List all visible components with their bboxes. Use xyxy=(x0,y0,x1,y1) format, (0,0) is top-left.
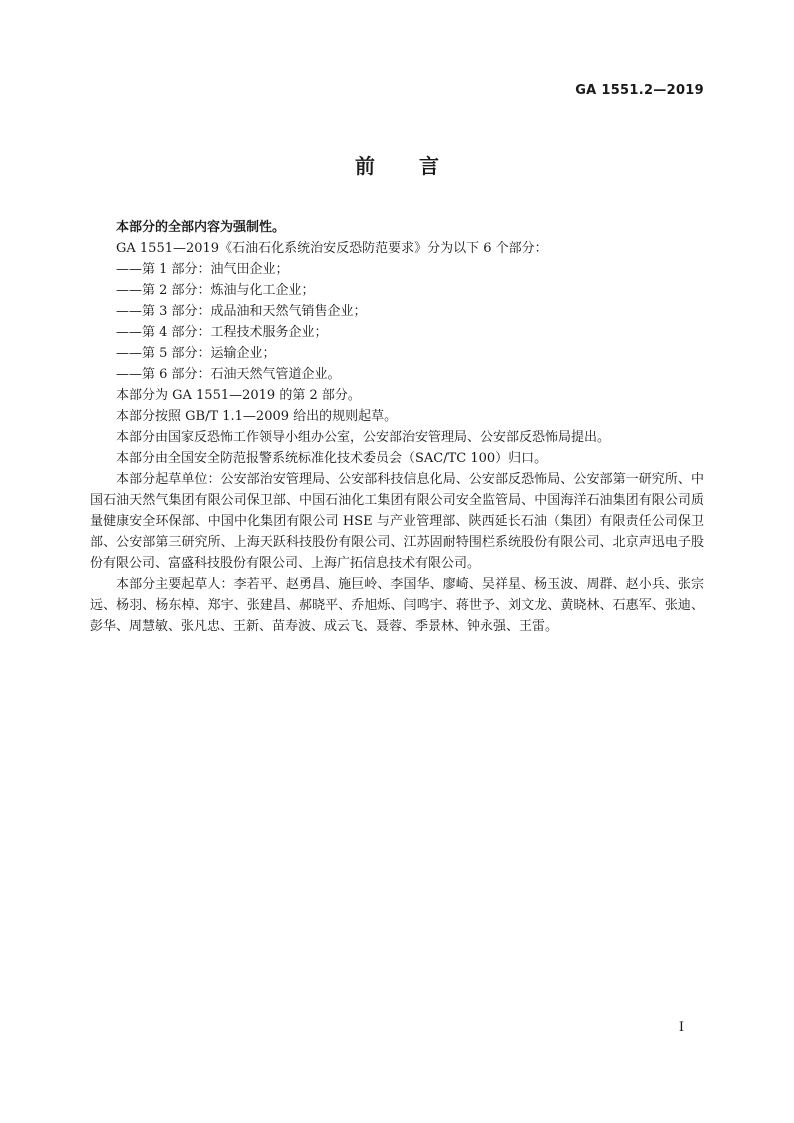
proposed-by: 本部分由国家反恐怖工作领导小组办公室，公安部治安管理局、公安部反恐怖局提出。 xyxy=(116,430,611,445)
mandatory-statement: 本部分的全部内容为强制性。 xyxy=(116,220,286,235)
part-of-statement: 本部分为 GA 1551—2019 的第 2 部分。 xyxy=(116,388,361,403)
drafting-rules: 本部分按照 GB/T 1.1—2009 给出的规则起草。 xyxy=(116,409,398,424)
foreword-content xyxy=(90,217,704,637)
part-item-3: ——第 3 部分：成品油和天然气销售企业； xyxy=(116,304,367,319)
drafters: 本部分主要起草人：李若平、赵勇昌、施巨岭、李国华、廖崎、吴祥星、杨玉波、周群、赵小兵、张宗远、杨羽、杨东棹、郑宇、张建昌、郝晓平、乔旭烁、闫鸣宇、蒋世予、刘文龙、黄晓林、石惠军、张迪、彭华、周慧敏、张凡忠、王新、苗寿波、成云飞、聂蓉、季景林、钟永强、王雷。 xyxy=(90,577,704,634)
part-item-6: ——第 6 部分：石油天然气管道企业。 xyxy=(116,367,341,382)
part-item-2: ——第 2 部分：炼油与化工企业； xyxy=(116,283,315,298)
part-item-4: ——第 4 部分：工程技术服务企业； xyxy=(116,325,328,340)
centralized-by: 本部分由全国安全防范报警系统标准化技术委员会（SAC/TC 100）归口。 xyxy=(116,451,548,466)
part-item-1: ——第 1 部分：油气田企业； xyxy=(116,262,289,277)
part-item-5: ——第 5 部分：运输企业； xyxy=(116,346,276,361)
page-title: 前言 xyxy=(355,154,483,178)
parts-intro: GA 1551—2019《石油石化系统治安反恐防范要求》分为以下 6 个部分： xyxy=(116,241,548,256)
document-code: GA 1551.2—2019 xyxy=(575,83,704,98)
page-number: I xyxy=(678,1020,684,1035)
drafting-units: 本部分起草单位：公安部治安管理局、公安部科技信息化局、公安部反恐怖局、公安部第一研究所、中国石油天然气集团有限公司保卫部、中国石油化工集团有限公司安全监管局、中国海洋石油集团有限公司质量健康安全环保部、中国中化集团有限公司 HSE 与产业管理部、陕西延长石油（集团）有限责任公司保卫部、公安部第三研究所、上海天跃科技股份有限公司、江苏固耐特围栏系统股份有限公司、北京声迅电子股份有限公司、富盛科技股份有限公司、上海广拓信息技术有限公司。 xyxy=(90,472,704,571)
